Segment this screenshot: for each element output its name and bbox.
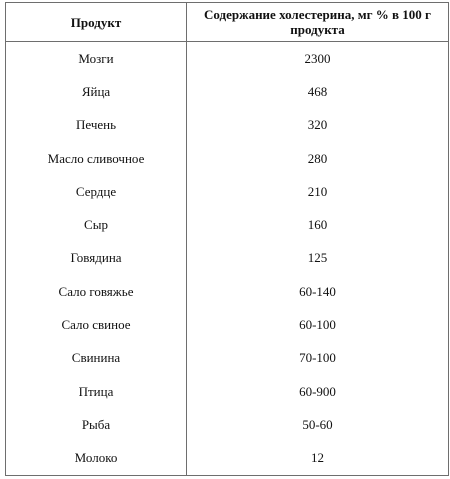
header-cholesterol: Содержание холестерина, мг % в 100 г продукта: [187, 3, 449, 42]
product-cell: Печень: [6, 109, 187, 142]
product-cell: Сало свиное: [6, 308, 187, 341]
product-cell: Сердце: [6, 175, 187, 208]
table-row: [6, 175, 449, 208]
cholesterol-cell: 280: [187, 142, 449, 175]
table-row: [6, 208, 449, 241]
table-row: [6, 375, 449, 408]
cholesterol-cell: 2300: [187, 42, 449, 76]
table-row: [6, 342, 449, 375]
product-cell: Рыба: [6, 408, 187, 441]
cholesterol-cell: 60-900: [187, 375, 449, 408]
product-cell: Мозги: [6, 42, 187, 76]
product-cell: Яйца: [6, 75, 187, 108]
table-row: [6, 442, 449, 476]
cholesterol-cell: 70-100: [187, 342, 449, 375]
cholesterol-cell: 125: [187, 242, 449, 275]
cholesterol-cell: 12: [187, 442, 449, 476]
header-product: Продукт: [6, 3, 187, 42]
cholesterol-cell: 468: [187, 75, 449, 108]
table-row: [6, 142, 449, 175]
cholesterol-cell: 320: [187, 109, 449, 142]
cholesterol-cell: 60-100: [187, 308, 449, 341]
table-row: [6, 75, 449, 108]
product-cell: Сало говяжье: [6, 275, 187, 308]
product-cell: Птица: [6, 375, 187, 408]
table-row: [6, 308, 449, 341]
product-cell: Свинина: [6, 342, 187, 375]
product-cell: Говядина: [6, 242, 187, 275]
table-header-row: [6, 3, 449, 42]
table-row: [6, 42, 449, 76]
product-cell: Молоко: [6, 442, 187, 476]
product-cell: Сыр: [6, 208, 187, 241]
cholesterol-table: [5, 2, 449, 476]
table-row: [6, 242, 449, 275]
table-row: [6, 109, 449, 142]
cholesterol-table-container: [5, 2, 448, 476]
cholesterol-cell: 210: [187, 175, 449, 208]
table-row: [6, 275, 449, 308]
cholesterol-cell: 60-140: [187, 275, 449, 308]
cholesterol-cell: 50-60: [187, 408, 449, 441]
cholesterol-cell: 160: [187, 208, 449, 241]
product-cell: Масло сливочное: [6, 142, 187, 175]
table-row: [6, 408, 449, 441]
